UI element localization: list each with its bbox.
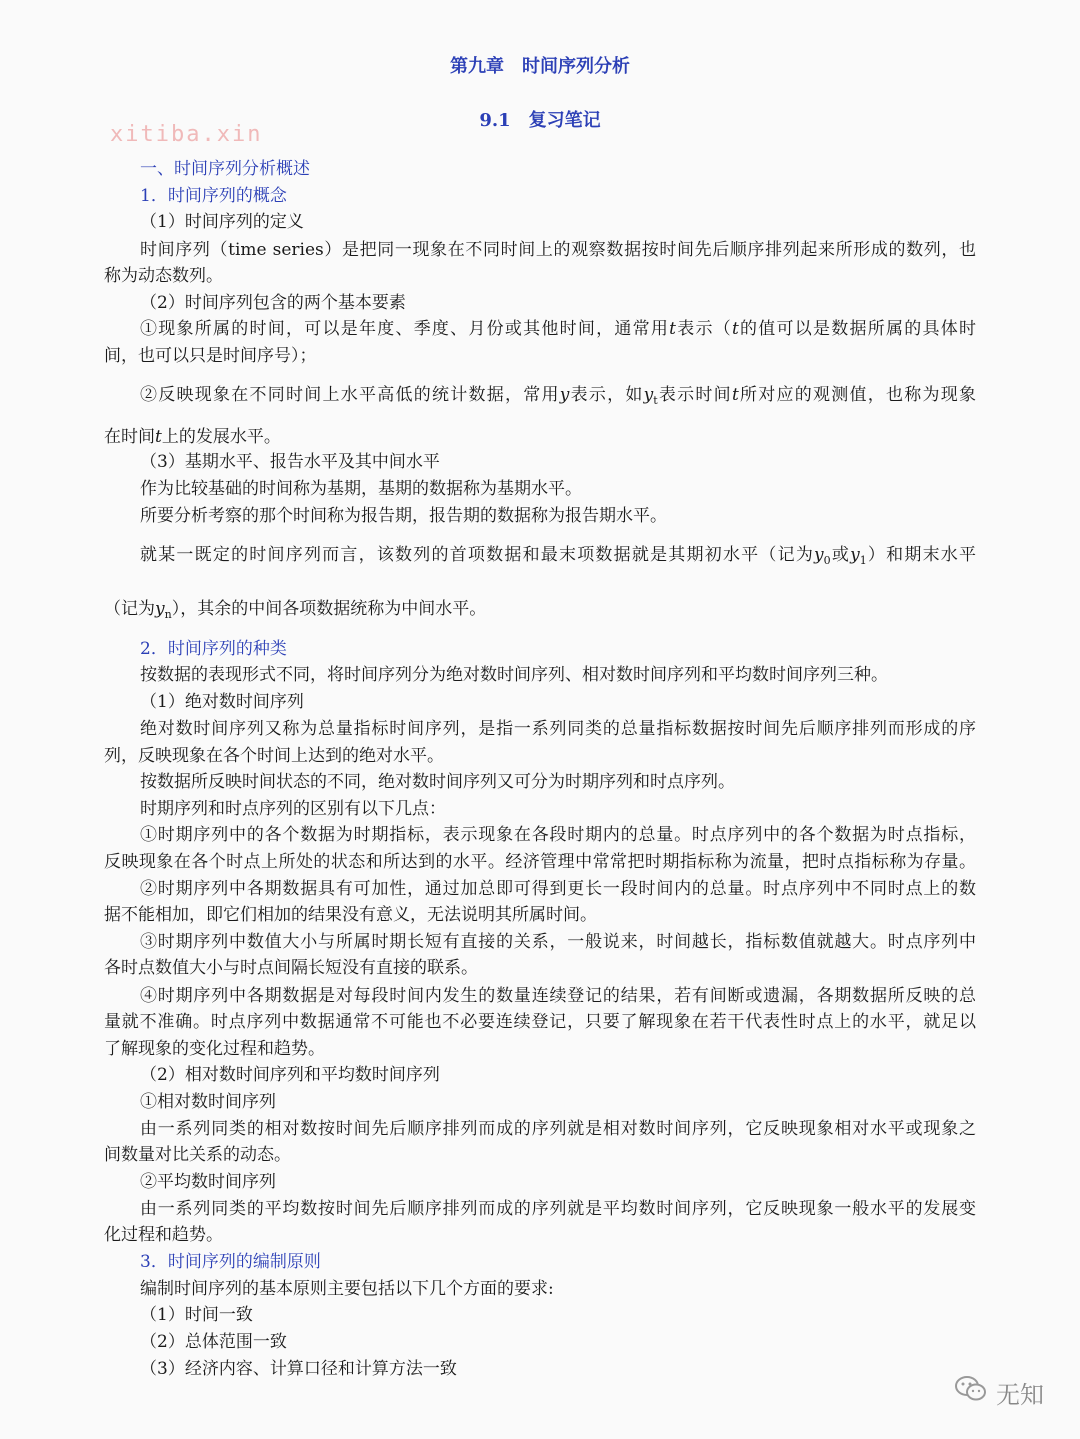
var-y: y — [643, 385, 654, 405]
paragraph-line: 反映现象在各个时点上所处的状态和所达到的水平。经济管理中常常把时期指标称为流量，把时点指标称为存量。 — [104, 852, 976, 872]
paragraph-line: 由一系列同类的平均数按时间先后顺序排列而成的序列就是平均数时间序列，它反映现象一般水平的发展变 — [140, 1199, 976, 1219]
paragraph-line: 时期序列和时点序列的区别有以下几点： — [140, 799, 446, 819]
paragraph-line: 所要分析考察的那个时间称为报告期，报告期的数据称为报告期水平。 — [140, 506, 667, 526]
paragraph-line: 列，反映现象在各个时间上达到的绝对水平。 — [104, 746, 444, 766]
heading-overview: 一、时间序列分析概述 — [140, 159, 310, 179]
var-t: t — [731, 385, 739, 405]
item-definition: （1）时间序列的定义 — [140, 212, 304, 232]
subscript-t: t — [653, 394, 658, 407]
paragraph-line: 据不能相加，即它们相加的结果没有意义，无法说明其所属时间。 — [104, 905, 597, 925]
paragraph-line: 就某一既定的时间序列而言，该数列的首项数据和最末项数据就是其期初水平（记为$y_0$或$y_1$）和期末水平 — [140, 545, 977, 567]
list-item: （2）总体范围一致 — [140, 1332, 287, 1352]
paragraph-line: ②反映现象在不同时间上水平高低的统计数据，常用y表示，如$y_t$表示时间t所对应的观测值，也称为现象 — [140, 385, 977, 407]
list-item: （3）经济内容、计算口径和计算方法一致 — [140, 1359, 457, 1379]
paragraph-line: 按数据的表现形式不同，将时间序列分为绝对数时间序列、相对数时间序列和平均数时间序列三种。 — [140, 665, 888, 685]
paragraph-line: 量就不准确。时点序列中数据通常不可能也不必要连续登记，只要了解现象在若干代表性时点上的水平，就足以 — [104, 1012, 976, 1032]
paragraph-line: 化过程和趋势。 — [104, 1225, 223, 1245]
section-title: 9.1 复习笔记 — [479, 110, 601, 131]
chapter-title: 第九章 时间序列分析 — [450, 56, 630, 77]
paragraph-line: ①时期序列中的各个数据为时期指标，表示现象在各段时期内的总量。时点序列中的各个数据为时点指标， — [140, 825, 976, 845]
var-y: y — [559, 385, 570, 405]
paragraph-line: 在时间t上的发展水平。 — [104, 427, 281, 447]
paragraph-line: ①现象所属的时间，可以是年度、季度、月份或其他时间，通常用t表示（t的值可以是数据所属的具体时 — [140, 319, 977, 339]
subheading-concept: 1．时间序列的概念 — [140, 186, 287, 206]
watermark: xitiba.xin — [110, 122, 263, 147]
paragraph-line: ④时期序列中各期数据是对每段时间内发生的数量连续登记的结果，若有间断或遗漏，各期数据所反映的总 — [140, 986, 976, 1006]
item-relative-average: （2）相对数时间序列和平均数时间序列 — [140, 1065, 440, 1085]
paragraph-line: 各时点数值大小与时点间隔长短没有直接的联系。 — [104, 958, 478, 978]
var-t: t — [669, 319, 676, 339]
paragraph-line: 绝对数时间序列又称为总量指标时间序列，是指一系列同类的总量指标数据按时间先后顺序排列而形成的序 — [140, 719, 976, 739]
list-item: （1）时间一致 — [140, 1305, 253, 1325]
paragraph-line: 由一系列同类的相对数按时间先后顺序排列而成的序列就是相对数时间序列，它反映现象相对水平或现象之 — [140, 1119, 976, 1139]
subheading-principles: 3．时间序列的编制原则 — [140, 1252, 321, 1272]
item-elements: （2）时间序列包含的两个基本要素 — [140, 293, 406, 313]
subheading-types: 2．时间序列的种类 — [140, 639, 287, 659]
paragraph-line: 编制时间序列的基本原则主要包括以下几个方面的要求: — [140, 1279, 554, 1299]
var-t: t — [155, 427, 162, 447]
item-levels: （3）基期水平、报告水平及其中间水平 — [140, 452, 440, 472]
account-name: 无知 — [996, 1380, 1044, 1409]
paragraph-line: 间数量对比关系的动态。 — [104, 1145, 291, 1165]
paragraph-line: ②平均数时间序列 — [140, 1172, 276, 1192]
paragraph-line: 时间序列（time series）是把同一现象在不同时间上的观察数据按时间先后顺序排列起来所形成的数列，也 — [140, 240, 976, 260]
wechat-source — [954, 1374, 1044, 1410]
paragraph-line: 称为动态数列。 — [104, 266, 223, 286]
paragraph-line: 作为比较基础的时间称为基期，基期的数据称为基期水平。 — [140, 479, 582, 499]
paragraph-line: ②时期序列中各期数据具有可加性，通过加总即可得到更长一段时间内的总量。时点序列中不同时点上的数 — [140, 879, 976, 899]
paragraph-line: ③时期序列中数值大小与所属时期长短有直接的关系，一般说来，时间越长，指标数值就越大。时点序列中 — [140, 932, 976, 952]
paragraph-line: 间，也可以只是时间序号）； — [104, 346, 317, 366]
paragraph-line: 按数据所反映时间状态的不同，绝对数时间序列又可分为时期序列和时点序列。 — [140, 772, 735, 792]
wechat-icon — [954, 1374, 988, 1410]
paragraph-line: 了解现象的变化过程和趋势。 — [104, 1039, 325, 1059]
item-absolute: （1）绝对数时间序列 — [140, 692, 304, 712]
var-t: t — [731, 319, 739, 339]
paragraph-line: （记为$y_n$），其余的中间各项数据统称为中间水平。 — [104, 599, 487, 621]
paragraph-line: ①相对数时间序列 — [140, 1092, 276, 1112]
